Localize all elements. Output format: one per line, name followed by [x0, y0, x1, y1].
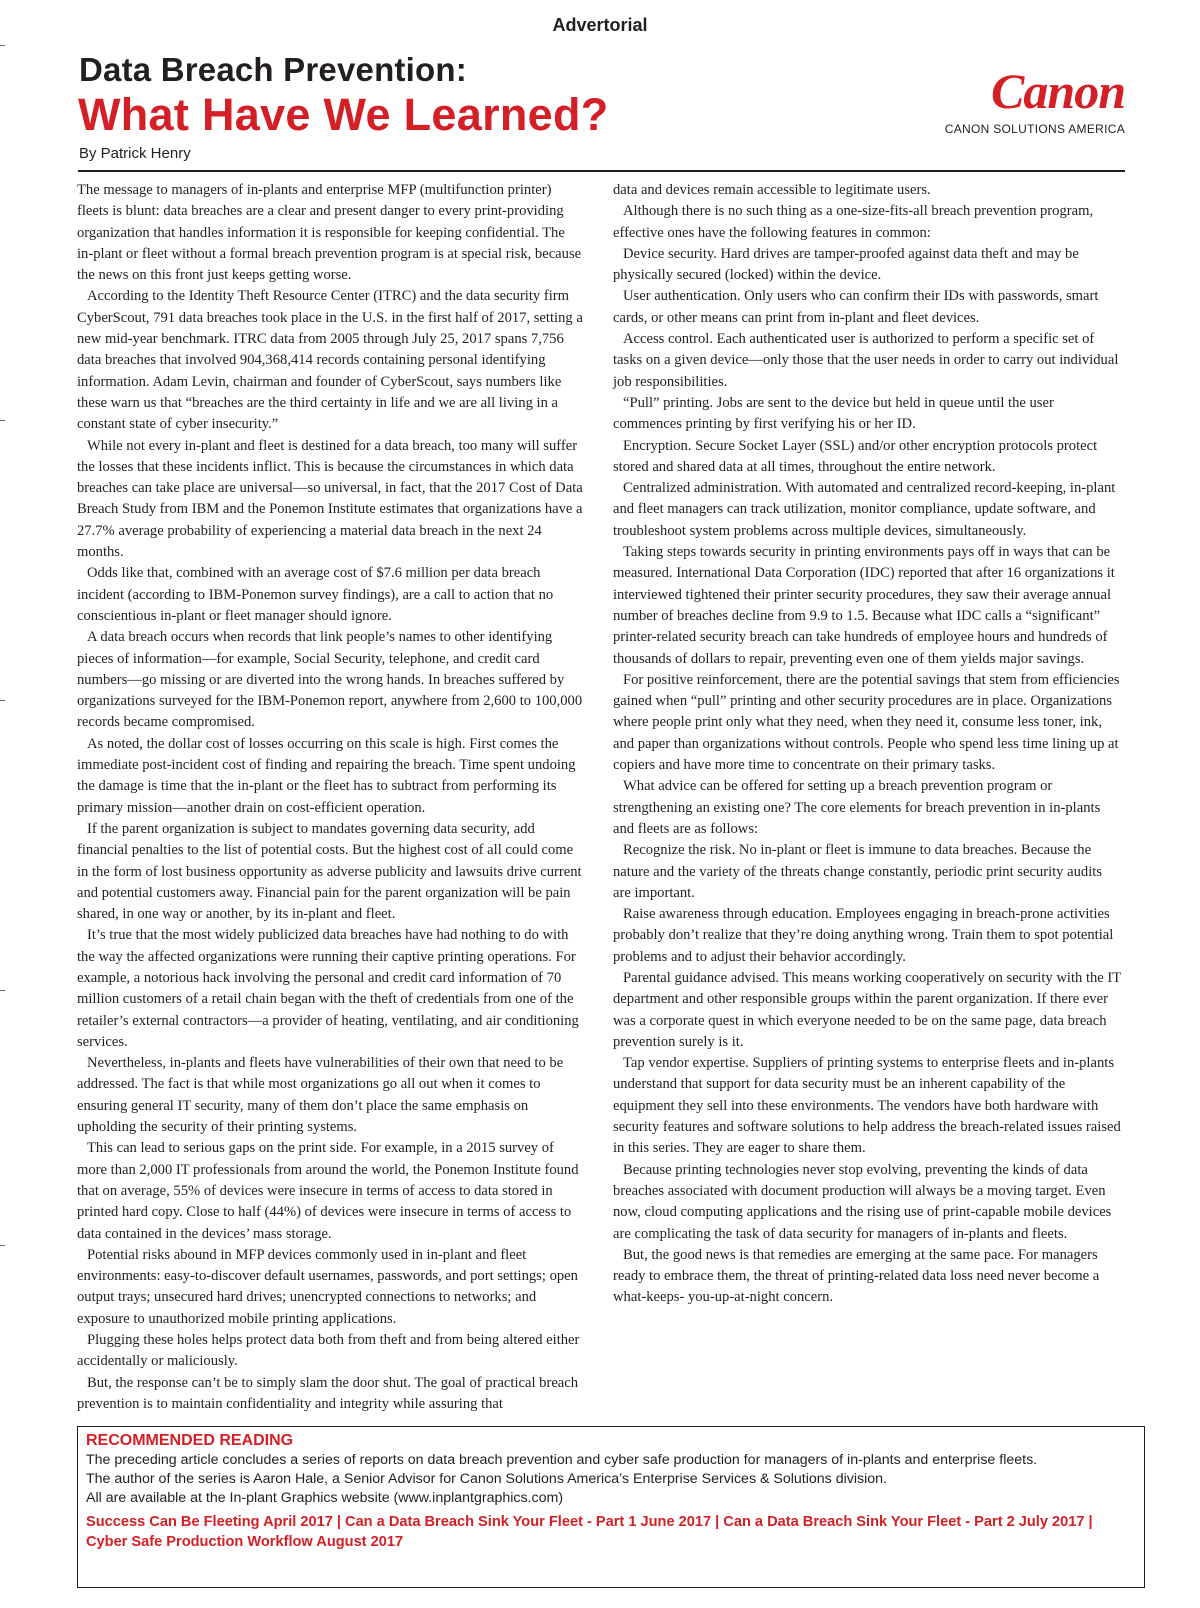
article-left-column	[77, 180, 583, 1415]
article-paragraph: “Pull” printing. Jobs are sent to the device but held in queue until the user commences printing by first verifying his or her ID.	[613, 394, 1054, 433]
canon-logo-subtitle: CANON SOLUTIONS AMERICA	[944, 122, 1125, 136]
article-paragraph: Recognize the risk. No in-plant or fleet is immune to data breaches. Because the nature and the variety of the threats change constantly, periodic print security audits are important.	[613, 842, 1102, 901]
series-links	[86, 1512, 1136, 1552]
byline: By Patrick Henry	[79, 145, 191, 162]
article-paragraph: As noted, the dollar cost of losses occurring on this scale is high. First comes the immediate post-incident cost of finding and repairing the breach. Time spent undoing the damage is time that the in-plant or the fleet has to subtract from performing its primary mission—another drain on cost-efficient operation.	[77, 735, 576, 816]
series-links-line-1: Success Can Be Fleeting April 2017 | Can a Data Breach Sink Your Fleet - Part 1 June 2017 | Can a Data Breach Sink Your Fleet - Part 2 July 2017 |	[86, 1514, 1093, 1530]
article-paragraph: Device security. Hard drives are tamper-proofed against data theft and may be physically secured (locked) within the device.	[613, 245, 1079, 284]
article-paragraph: Raise awareness through education. Employees engaging in breach-prone activities probably don’t realize that they’re doing anything wrong. Train them to spot potential problems and to adjust their behavior accordingly.	[613, 906, 1114, 965]
recommended-reading-text: The preceding article concludes a series of reports on data breach prevention and cyber safe production for managers of in-plants and enterprise fleets.	[86, 1452, 1038, 1468]
advertorial-label: Advertorial	[552, 15, 648, 35]
article-paragraph: But, the response can’t be to simply slam the door shut. The goal of practical breach prevention is to maintain confidentiality and integrity while assuring that	[77, 1374, 579, 1412]
article-paragraph: Access control. Each authenticated user is authorized to perform a specific set of tasks on a given device—only those that the user needs in order to carry out individual job responsibilities.	[613, 331, 1119, 390]
article-paragraph: But, the good news is that remedies are emerging at the same pace. For managers ready to embrace them, the threat of printing-related data loss need never become a what-keeps- you-up-at-night concern.	[613, 1246, 1100, 1306]
article-paragraph: Although there is no such thing as a one-size-fits-all breach prevention program, effective ones have the following features in common:	[613, 203, 1094, 241]
article-paragraph: Centralized administration. With automated and centralized record-keeping, in-plant and fleet managers can track utilization, monitor compliance, update software, and troubleshoot system problems across multiple devices, simultaneously.	[613, 480, 1116, 539]
headline-line-2: What Have We Learned?	[78, 89, 609, 140]
article-paragraph: It’s true that the most widely publicized data breaches have had nothing to do with the way the affected organizations were running their captive printing operations. For example, a notorious hack involving the personal and credit card information of 70 million customers of a retail chain began with the theft of credentials from one of the retailer’s external contractors—a provider of heating, ventilating, and air conditioning services.	[77, 927, 579, 1050]
headline-line-1: Data Breach Prevention:	[79, 51, 467, 88]
canon-wordmark: Canon	[991, 63, 1125, 119]
article-paragraph: Taking steps towards security in printing environments pays off in ways that can be measured. International Data Corporation (IDC) reported that after 16 organizations it interviewed tightened their printer security procedures, they saw their average annual number of breaches decline from 9.9 to 1.5. Because what IDC calls a “significant” printer-related security breach can take hundreds of employee hours and hundreds of thousands of dollars to repair, preventing even one of them yields major savings.	[613, 544, 1115, 667]
article-paragraph: According to the Identity Theft Resource Center (ITRC) and the data security firm CyberScout, 791 data breaches took place in the U.S. in the first half of 2017, setting a new mid-year benchmark. ITRC data from 2005 through July 25, 2017 spans 7,756 data breaches that involved 904,368,414 records containing personal identifying information. Adam Levin, chairman and founder of CyberScout, says numbers like these warn us that “breaches are the third certainty in life and we are all living in a constant state of cyber insecurity.”	[77, 288, 583, 433]
article-paragraph: Because printing technologies never stop evolving, preventing the kinds of data breaches associated with document production will always be a moving target. Even now, cloud computing applications and the rising use of print-capable mobile devices are complicating the task of data security for managers of in-plants and fleets.	[613, 1161, 1112, 1242]
article-paragraph: data and devices remain accessible to legitimate users.	[613, 182, 931, 198]
recommended-reading-text: The author of the series is Aaron Hale, a Senior Advisor for Canon Solutions America’s Enterprise Services & Solutions division.	[86, 1471, 887, 1487]
article-paragraph: Encryption. Secure Socket Layer (SSL) and/or other encryption protocols protect stored and shared data at all times, throughout the entire network.	[613, 437, 1098, 475]
margin-tick	[0, 420, 5, 421]
article-paragraph: This can lead to serious gaps on the print side. For example, in a 2015 survey of more than 2,000 IT professionals from around the world, the Ponemon Institute found that on average, 55% of devices were insecure in terms of access to data stored in printed hard copy. Close to half (44%) of devices were insecure in terms of access to data contained in the devices’ mass storage.	[77, 1140, 579, 1242]
article-paragraph: The message to managers of in-plants and enterprise MFP (multifunction printer) fleets is blunt: data breaches are a clear and present danger to every print-providing organization that handles information it is responsible for keeping confidential. The in-plant or fleet without a formal breach prevention program is at special risk, because the news on this front just keeps getting worse.	[77, 182, 582, 284]
header-divider	[78, 170, 1125, 172]
margin-tick	[0, 45, 5, 46]
article-paragraph: If the parent organization is subject to mandates governing data security, add financial penalties to the list of potential costs. But the highest cost of all could come in the form of lost business opportunity as adverse publicity and lawsuits drive current and potential customers away. Financial pain for the parent organization will be pain shared, in one way or another, by its in-plant and fleet.	[77, 820, 582, 923]
margin-tick	[0, 700, 5, 701]
article-paragraph: A data breach occurs when records that link people’s names to other identifying pieces of information—for example, Social Security, telephone, and credit card numbers—go missing or are diverted into the wrong hands. In breaches suffered by organizations surveyed for the IBM-Ponemon report, anywhere from 2,600 to 100,000 records became compromised.	[77, 629, 583, 731]
canon-logo	[930, 60, 1125, 150]
article-paragraph: What advice can be offered for setting up a breach prevention program or strengthening an existing one? The core elements for breach prevention in in-plants and fleets are as follows:	[613, 778, 1101, 837]
article-paragraph: For positive reinforcement, there are the potential savings that stem from efficiencies gained when “pull” printing and other security procedures are in place. Organizations where people print only what they need, when they need it, consume less toner, ink, and paper than organizations without controls. People who spend less time lining up at copiers and have more time to concentrate on their primary tasks.	[613, 671, 1120, 774]
series-links-line-2: Cyber Safe Production Workflow August 2017	[86, 1534, 404, 1550]
article-paragraph: Plugging these holes helps protect data both from theft and from being altered either accidentally or maliciously.	[77, 1332, 580, 1370]
recommended-reading-box	[77, 1426, 1145, 1588]
article-paragraph: While not every in-plant and fleet is destined for a data breach, too many will suffer the losses that these incidents inflict. This is because the circumstances in which data breaches can take place are universal—so universal, in fact, that the 2017 Cost of Data Breach Study from IBM and the Ponemon Institute estimates that organizations have a 27.7% average probability of experiencing a material data breach in the next 24 months.	[77, 437, 583, 561]
margin-tick	[0, 990, 5, 991]
article-paragraph: Parental guidance advised. This means working cooperatively on security with the IT department and other responsible groups within the parent organization. If there ever was a corporate quest in which everyone needed to be on the same page, data breach prevention surely is it.	[613, 969, 1121, 1050]
article-paragraph: Tap vendor expertise. Suppliers of printing systems to enterprise fleets and in-plants understand that support for data security must be an inherent capability of the equipment they sell into these environments. The vendors have both hardware with security features and software solutions to help address the breach-related issues raised in this series. They are eager to share them.	[613, 1055, 1121, 1157]
recommended-reading-text: All are available at the In-plant Graphics website (www.inplantgraphics.com)	[86, 1490, 564, 1506]
article-right-column	[613, 180, 1123, 1309]
article-paragraph: Odds like that, combined with an average cost of $7.6 million per data breach incident (according to IBM-Ponemon survey findings), are a call to action that no conscientious in-plant or fleet manager should ignore.	[77, 565, 554, 624]
article-paragraph: Nevertheless, in-plants and fleets have vulnerabilities of their own that need to be addressed. The fact is that while most organizations go all out when it comes to ensuring general IT security, many of them don’t place the same emphasis on upholding the security of their printing systems.	[77, 1055, 564, 1136]
article-paragraph: Potential risks abound in MFP devices commonly used in in-plant and fleet environments: easy-to-discover default usernames, passwords, and port settings; open output trays; unsecured hard drives; unencrypted connections to networks; and exposure to unauthorized mobile printing applications.	[77, 1246, 578, 1327]
recommended-reading-heading: RECOMMENDED READING	[86, 1432, 294, 1449]
margin-tick	[0, 1245, 5, 1246]
article-paragraph: User authentication. Only users who can confirm their IDs with passwords, smart cards, or other means can print from in-plant and fleet devices.	[613, 288, 1099, 326]
